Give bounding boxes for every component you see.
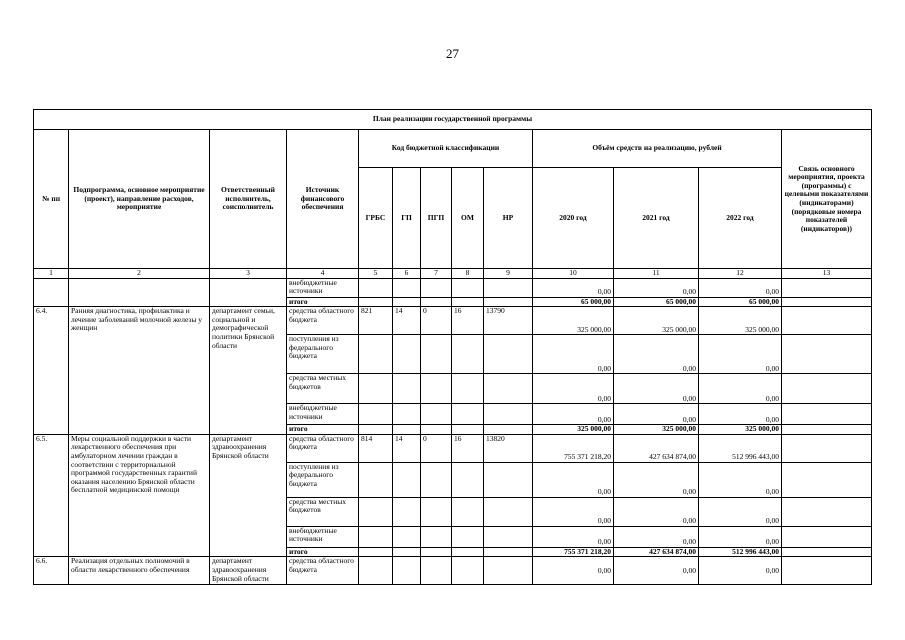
source-extra: внебюджетные источники: [287, 526, 359, 547]
code-om: 16: [452, 307, 484, 335]
col-number: 13: [782, 269, 872, 279]
amount-2020: 0,00: [533, 557, 614, 585]
table-cell: [359, 547, 393, 557]
amount-2020: 0,00: [533, 374, 614, 404]
total-2020: 325 000,00: [533, 425, 614, 435]
table-cell: [69, 278, 210, 307]
table-cell: [359, 425, 393, 435]
header-num: № пп: [34, 130, 69, 269]
header-source: Источник финансового обеспечения: [287, 130, 359, 269]
col-number: 3: [210, 269, 287, 279]
amount-2022: 0,00: [699, 497, 782, 526]
amount-2021: 0,00: [614, 526, 699, 547]
table-cell: [782, 557, 872, 585]
row-number: 6.6.: [34, 557, 69, 585]
header-2021: 2021 год: [614, 168, 699, 269]
table-cell: [782, 297, 872, 307]
table-cell: [359, 462, 393, 497]
table-cell: [393, 462, 421, 497]
table-cell: [421, 335, 452, 374]
col-number: 12: [699, 269, 782, 279]
table-cell: [782, 526, 872, 547]
col-number: 1: [34, 269, 69, 279]
source-regional: средства областного бюджета: [287, 434, 359, 462]
table-cell: [452, 462, 484, 497]
header-funds: Объём средств на реализацию, рублей: [533, 130, 782, 168]
amount-2020: 755 371 218,20: [533, 434, 614, 462]
amount-2022: 512 996 443,00: [699, 434, 782, 462]
amount-2021: 0,00: [614, 497, 699, 526]
table-cell: [782, 404, 872, 425]
header-grbs: ГРБС: [359, 168, 393, 269]
table-cell: [782, 307, 872, 335]
table-cell: [452, 374, 484, 404]
header-program: Подпрограмма, основное мероприятие (проект), направление расходов, мероприятие: [69, 130, 210, 269]
table-cell: [393, 374, 421, 404]
amount-2022: 0,00: [699, 462, 782, 497]
table-cell: [393, 557, 421, 585]
source-extra: внебюджетные источники: [287, 278, 359, 297]
amount-2020: 0,00: [533, 278, 614, 297]
total-2022: 512 996 443,00: [699, 547, 782, 557]
table-cell: [421, 526, 452, 547]
table-cell: [782, 425, 872, 435]
source-federal: поступления из федерального бюджета: [287, 462, 359, 497]
amount-2021: 0,00: [614, 557, 699, 585]
table-cell: [452, 497, 484, 526]
amount-2022: 0,00: [699, 404, 782, 425]
table-cell: [393, 278, 421, 297]
table-cell: [421, 547, 452, 557]
row-executor: департамент семьи, социальной и демографической политики Брянской области: [210, 307, 287, 435]
table-cell: [782, 374, 872, 404]
table-title: План реализации государственной программы: [34, 110, 872, 130]
table-cell: [421, 425, 452, 435]
table-cell: [782, 497, 872, 526]
amount-2021: 0,00: [614, 278, 699, 297]
source-regional: средства областного бюджета: [287, 557, 359, 585]
col-number: 10: [533, 269, 614, 279]
row-program: Ранняя диагностика, профилактика и лечение заболеваний молочной железы у женщин: [69, 307, 210, 435]
plan-table: [33, 109, 872, 585]
amount-2021: 0,00: [614, 335, 699, 374]
code-gp: 14: [393, 307, 421, 335]
amount-2021: 0,00: [614, 462, 699, 497]
table-cell: [34, 278, 69, 307]
code-om: 16: [452, 434, 484, 462]
total-2022: 65 000,00: [699, 297, 782, 307]
row-program: Меры социальной поддержки в части лекарственного обеспечения при амбулаторном лечении граждан в соответствии с территориальной программой государственных гарантий оказания населению Брянской области бесплатной медицинской помощи: [69, 434, 210, 557]
header-executor: Ответственный исполнитель, соисполнитель: [210, 130, 287, 269]
table-cell: [393, 297, 421, 307]
table-cell: [210, 278, 287, 307]
header-2022: 2022 год: [699, 168, 782, 269]
table-cell: [359, 526, 393, 547]
col-number: 2: [69, 269, 210, 279]
code-grbs: 821: [359, 307, 393, 335]
table-cell: [421, 374, 452, 404]
table-cell: [421, 462, 452, 497]
table-cell: [452, 425, 484, 435]
table-cell: [393, 425, 421, 435]
table-cell: [393, 497, 421, 526]
total-2021: 427 634 874,00: [614, 547, 699, 557]
amount-2022: 325 000,00: [699, 307, 782, 335]
amount-2021: 325 000,00: [614, 307, 699, 335]
source-total: итого: [287, 547, 359, 557]
source-local: средства местных бюджетов: [287, 374, 359, 404]
amount-2020: 0,00: [533, 497, 614, 526]
header-om: ОМ: [452, 168, 484, 269]
col-number: 8: [452, 269, 484, 279]
amount-2020: 0,00: [533, 335, 614, 374]
code-pgp: 0: [421, 307, 452, 335]
total-2022: 325 000,00: [699, 425, 782, 435]
amount-2020: 325 000,00: [533, 307, 614, 335]
table-cell: [782, 278, 872, 297]
row-program: Реализация отдельных полномочий в области лекарственного обеспечения: [69, 557, 210, 585]
table-cell: [359, 404, 393, 425]
col-number: 11: [614, 269, 699, 279]
header-nr: НР: [484, 168, 533, 269]
code-nr: 13820: [484, 434, 533, 462]
amount-2021: 0,00: [614, 374, 699, 404]
header-budget-code: Код бюджетной классификации: [359, 130, 533, 168]
header-gp: ГП: [393, 168, 421, 269]
table-cell: [359, 335, 393, 374]
table-cell: [452, 404, 484, 425]
row-number: 6.5.: [34, 434, 69, 557]
header-2020: 2020 год: [533, 168, 614, 269]
code-pgp: 0: [421, 434, 452, 462]
table-cell: [393, 547, 421, 557]
table-cell: [452, 557, 484, 585]
amount-2020: 0,00: [533, 404, 614, 425]
table-cell: [484, 404, 533, 425]
row-number: 6.4.: [34, 307, 69, 435]
table-cell: [484, 462, 533, 497]
table-cell: [421, 557, 452, 585]
amount-2022: 0,00: [699, 278, 782, 297]
table-cell: [484, 278, 533, 297]
total-2021: 325 000,00: [614, 425, 699, 435]
table-cell: [393, 335, 421, 374]
source-regional: средства областного бюджета: [287, 307, 359, 335]
amount-2021: 0,00: [614, 404, 699, 425]
table-cell: [484, 547, 533, 557]
code-gp: 14: [393, 434, 421, 462]
amount-2022: 0,00: [699, 374, 782, 404]
source-total: итого: [287, 425, 359, 435]
table-cell: [484, 425, 533, 435]
row-executor: департамент здравоохранения Брянской области: [210, 434, 287, 557]
table-cell: [452, 278, 484, 297]
table-cell: [421, 404, 452, 425]
table-cell: [484, 557, 533, 585]
amount-2021: 427 634 874,00: [614, 434, 699, 462]
col-number: 5: [359, 269, 393, 279]
table-cell: [452, 547, 484, 557]
table-cell: [359, 557, 393, 585]
table-cell: [484, 526, 533, 547]
col-number: 7: [421, 269, 452, 279]
code-nr: 13790: [484, 307, 533, 335]
table-cell: [359, 278, 393, 297]
table-cell: [393, 404, 421, 425]
table-cell: [452, 526, 484, 547]
table-cell: [484, 497, 533, 526]
row-executor: департамент здравоохранения Брянской области: [210, 557, 287, 585]
source-total: итого: [287, 297, 359, 307]
table-cell: [484, 335, 533, 374]
source-local: средства местных бюджетов: [287, 497, 359, 526]
table-cell: [782, 462, 872, 497]
amount-2022: 0,00: [699, 526, 782, 547]
amount-2020: 0,00: [533, 462, 614, 497]
table-cell: [452, 335, 484, 374]
col-number: 9: [484, 269, 533, 279]
amount-2020: 0,00: [533, 526, 614, 547]
header-link: Связь основного мероприятия, проекта (программы) с целевыми показателями (индикаторами) (порядковые номера показателей (индикаторов)): [782, 130, 872, 269]
table-cell: [359, 297, 393, 307]
table-cell: [484, 297, 533, 307]
col-number: 4: [287, 269, 359, 279]
total-2020: 65 000,00: [533, 297, 614, 307]
source-federal: поступления из федерального бюджета: [287, 335, 359, 374]
total-2021: 65 000,00: [614, 297, 699, 307]
table-cell: [393, 526, 421, 547]
table-cell: [484, 374, 533, 404]
amount-2022: 0,00: [699, 557, 782, 585]
header-pgp: ПГП: [421, 168, 452, 269]
table-cell: [782, 434, 872, 462]
table-cell: [421, 278, 452, 297]
table-cell: [421, 297, 452, 307]
code-grbs: 814: [359, 434, 393, 462]
table-cell: [359, 374, 393, 404]
amount-2022: 0,00: [699, 335, 782, 374]
total-2020: 755 371 218,20: [533, 547, 614, 557]
table-cell: [782, 547, 872, 557]
col-number: 6: [393, 269, 421, 279]
table-cell: [359, 497, 393, 526]
table-cell: [421, 497, 452, 526]
page-number: 27: [446, 46, 459, 61]
source-extra: внебюджетные источники: [287, 404, 359, 425]
table-cell: [452, 297, 484, 307]
table-cell: [782, 335, 872, 374]
